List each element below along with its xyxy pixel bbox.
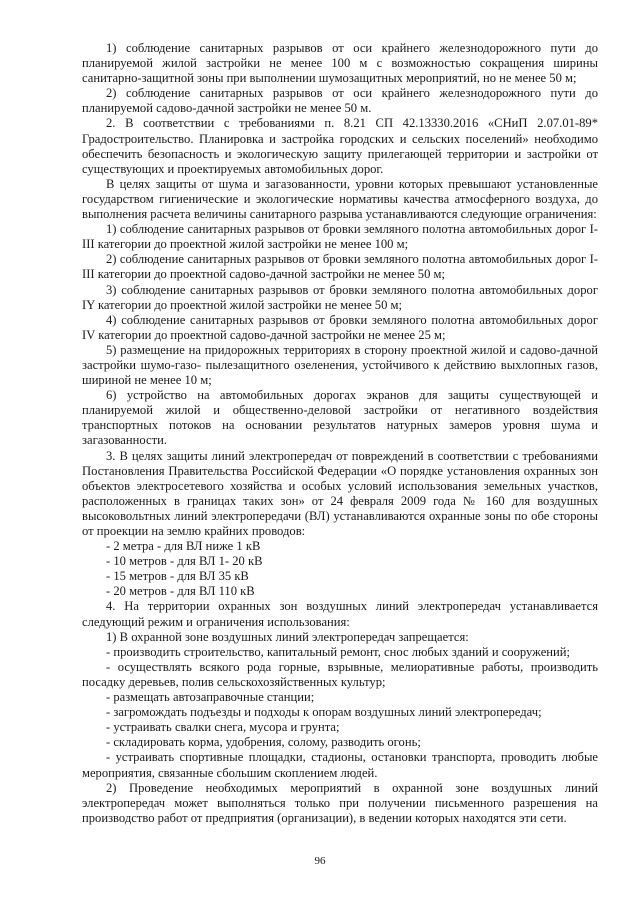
list-item: - устраивать свалки снега, мусора и грунта; — [106, 720, 340, 735]
paragraph: 2. В соответствии с требованиями п. 8.21 СП 42.13330.2016 «СНиП 2.07.01-89* Градостроительство. Планировка и застройка городских и сельских поселений» необходимо обеспечить безопасность и экологическую защиту прилегающей территории и застройки от существующих и проектируемых автомобильных дорог. — [82, 116, 598, 176]
paragraph: 3. В целях защиты линий электропередач от повреждений в соответствии с требованиями Постановления Правительства Российской Федерации «О порядке установления охранных зон объектов электросетевого хозяйства и особых условий использования земельных участков, расположенных в границах таких зон» от 24 февраля 2009 года № 160 для воздушных высоковольтных линий электропередачи (ВЛ) устанавливаются охранные зоны по обе стороны от проекции на землю крайних проводов: — [82, 448, 598, 538]
list-item: - 20 метров - для ВЛ 110 кВ — [106, 584, 255, 599]
list-item: - 10 метров - для ВЛ 1- 20 кВ — [106, 554, 263, 569]
paragraph: 5) размещение на придорожных территориях в сторону проектной жилой и садово-дачной застройки шумо-газо- пылезащитного озеленения, устойчивого к действию выхлопных газов, шириной не менее 10 м; — [82, 342, 598, 388]
paragraph: 3) соблюдение санитарных разрывов от бровки земляного полотна автомобильных дорог IY категории до проектной жилой застройки не менее 50 м; — [82, 282, 598, 312]
paragraph: 2) соблюдение санитарных разрывов от бровки земляного полотна автомобильных дорог I-III категории до проектной садово-дачной застройки не менее 50 м; — [82, 252, 598, 282]
paragraph: 4) соблюдение санитарных разрывов от бровки земляного полотна автомобильных дорог IV категории до проектной садово-дачной застройки не менее 25 м; — [82, 312, 598, 342]
list-item: - 15 метров - для ВЛ 35 кВ — [106, 569, 249, 584]
list-item: - производить строительство, капитальный ремонт, снос любых зданий и сооружений; — [106, 644, 571, 659]
list-item: - складировать корма, удобрения, солому, разводить огонь; — [106, 735, 421, 750]
paragraph: 2) Проведение необходимых мероприятий в охранной зоне воздушных линий электропередач может выполняться только при получении письменного разрешения на производство работ от предприятия (организации), в ведении которых находятся эти сети. — [82, 780, 598, 825]
paragraph: 4. На территории охранных зон воздушных линий электропередач устанавливается следующий режим и ограничения использования: — [82, 599, 598, 629]
page-number: 96 — [314, 855, 326, 867]
paragraph: 1) В охранной зоне воздушных линий электропередач запрещается: — [106, 629, 469, 644]
list-item: - устраивать спортивные площадки, стадионы, остановки транспорта, проводить любые мероприятия, связанные сбольшим скоплением людей. — [82, 750, 598, 780]
paragraph: 1) соблюдение санитарных разрывов от оси крайнего железнодорожного пути до планируемой жилой застройки не менее 100 м с возможностью сокращения ширины санитарно-защитной зоны при выполнении шумозащитных мероприятий, но не менее 50 м; — [82, 41, 598, 86]
paragraph: 6) устройство на автомобильных дорогах экранов для защиты существующей и планируемой жилой и общественно-деловой застройки от негативного воздействия транспортных потоков на основании результатов натурных замеров уровня шума и загазованности. — [82, 388, 598, 448]
document-body — [82, 41, 598, 826]
list-item: - 2 метра - для ВЛ ниже 1 кВ — [106, 539, 261, 554]
list-item: - размещать автозаправочные станции; — [106, 690, 315, 705]
paragraph: 2) соблюдение санитарных разрывов от оси крайнего железнодорожного пути до планируемой садово-дачной застройки не менее 50 м. — [82, 86, 598, 116]
paragraph: В целях защиты от шума и загазованности, уровни которых превышают установленные государством гигиенические и экологические нормативы качества атмосферного воздуха, до выполнения расчета величины санитарного разрыва устанавливаются следующие ограничения: — [82, 176, 598, 222]
paragraph: 1) соблюдение санитарных разрывов от бровки земляного полотна автомобильных дорог I-III категории до проектной жилой застройки не менее 100 м; — [82, 222, 598, 252]
list-item: - осуществлять всякого рода горные, взрывные, мелиоративные работы, производить посадку деревьев, полив сельскохозяйственных культур; — [82, 659, 598, 689]
list-item: - загромождать подъезды и подходы к опорам воздушных линий электропередач; — [106, 705, 542, 720]
